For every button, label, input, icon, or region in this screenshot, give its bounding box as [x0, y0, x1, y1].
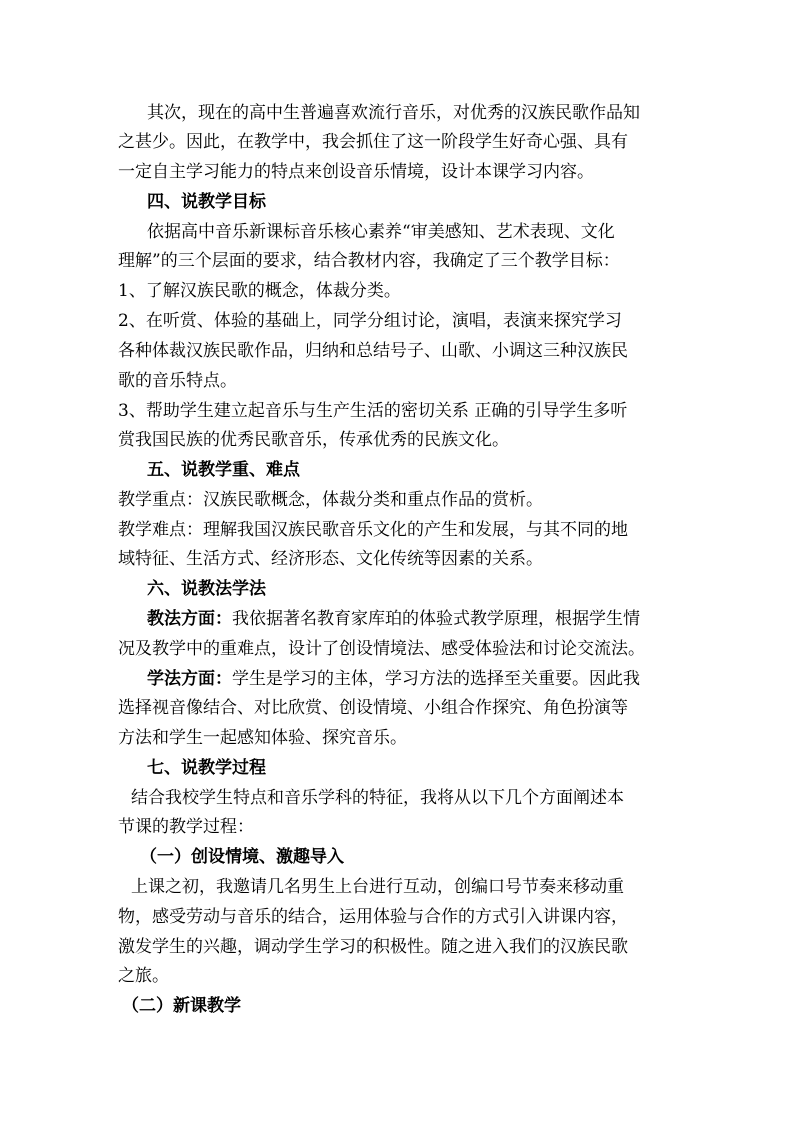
paragraph-line: 依据高中音乐新课标音乐核心素养“审美感知、艺术表现、文化: [147, 222, 615, 242]
paragraph-line: [147, 667, 727, 691]
paragraph-line: 一定自主学习能力的特点来创设音乐情境，设计本课学习内容。: [118, 162, 594, 182]
paragraph-line: 上课之初，我邀请几名男生上台进行互动，创编口号节奏来移动重: [131, 877, 624, 897]
paragraph-line: 之甚少。因此，在教学中，我会抓住了这一阶段学生好奇心强、具有: [118, 132, 628, 152]
subsection-heading: （一）创设情境、激趣导入: [140, 847, 344, 867]
teaching-method-label: 教法方面：: [147, 609, 232, 629]
learning-method-text: 学生是学习的主体，学习方法的选择至关重要。因此我: [232, 669, 640, 689]
section-heading-process: 七、说教学过程: [147, 758, 266, 778]
paragraph-line: 之旅。: [118, 966, 169, 986]
goal-item: 1、了解汉族民歌的概念，体裁分类。: [118, 281, 401, 301]
goal-item: 歌的音乐特点。: [118, 371, 237, 391]
paragraph-line: [147, 607, 727, 631]
section-heading-methods: 六、说教法学法: [147, 579, 266, 599]
goal-item: 赏我国民族的优秀民歌音乐，传承优秀的民族文化。: [118, 430, 509, 450]
paragraph-line: 结合我校学生特点和音乐学科的特征，我将从以下几个方面阐述本: [131, 788, 624, 808]
goal-item: 2、在听赏、体验的基础上，同学分组讨论，演唱，表演来探究学习: [118, 311, 622, 331]
paragraph-line: 理解”的三个层面的要求，结合教材内容，我确定了三个教学目标：: [118, 251, 620, 271]
learning-method-label: 学法方面：: [147, 669, 232, 689]
difficulty-line: 教学难点：理解我国汉族民歌音乐文化的产生和发展，与其不同的地: [118, 520, 628, 540]
paragraph-line: 方法和学生一起感知体验、探究音乐。: [118, 728, 407, 748]
paragraph-line: 激发学生的兴趣，调动学生学习的积极性。随之进入我们的汉族民歌: [118, 937, 628, 957]
goal-item: 3、帮助学生建立起音乐与生产生活的密切关系 正确的引导学生多听: [118, 401, 628, 421]
paragraph-line: 节课的教学过程：: [118, 817, 254, 837]
paragraph-line: 况及教学中的重难点，设计了创设情境法、感受体验法和讨论交流法。: [118, 639, 645, 659]
subsection-heading: （二）新课教学: [122, 996, 241, 1016]
section-heading-key-points: 五、说教学重、难点: [147, 460, 300, 480]
paragraph-line: 其次，现在的高中生普遍喜欢流行音乐，对优秀的汉族民歌作品知: [147, 103, 640, 123]
paragraph-line: 选择视音像结合、对比欣赏、创设情境、小组合作探究、角色扮演等: [118, 698, 628, 718]
difficulty-line: 域特征、生活方式、经济形态、文化传统等因素的关系。: [118, 549, 543, 569]
key-point-line: 教学重点：汉族民歌概念，体裁分类和重点作品的赏析。: [118, 490, 543, 510]
section-heading-goals: 四、说教学目标: [147, 192, 266, 212]
teaching-method-text: 我依据著名教育家库珀的体验式教学原理，根据学生情: [232, 609, 640, 629]
paragraph-line: 物，感受劳动与音乐的结合，运用体验与合作的方式引入讲课内容，: [118, 907, 628, 927]
goal-item: 各种体裁汉族民歌作品，归纳和总结号子、山歌、小调这三种汉族民: [118, 341, 628, 361]
